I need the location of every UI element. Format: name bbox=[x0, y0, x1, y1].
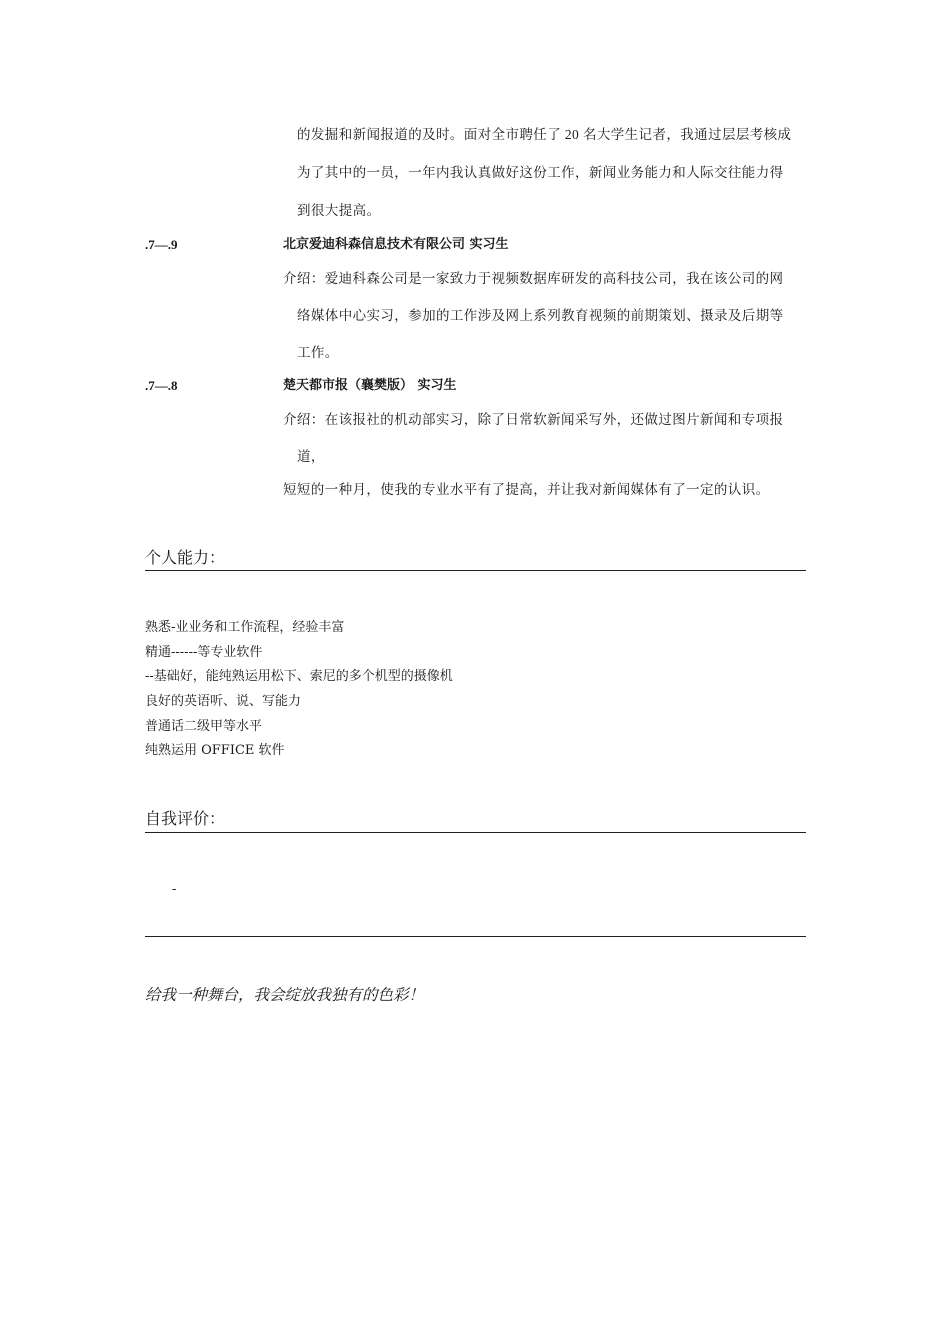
section-divider bbox=[145, 832, 806, 833]
abilities-title: 个人能力： bbox=[145, 548, 226, 567]
experience-org: 北京爱迪科森信息技术有限公司 实习生 bbox=[283, 237, 509, 252]
experience-description-line: 工作。 bbox=[297, 345, 339, 360]
ability-item: 纯熟运用 OFFICE 软件 bbox=[145, 743, 285, 758]
self-evaluation-title: 自我评价： bbox=[145, 809, 226, 828]
experience-continuation-line: 为了其中的一员，一年内我认真做好这份工作，新闻业务能力和人际交往能力得 bbox=[297, 165, 784, 180]
experience-org: 楚天都市报（襄樊版） 实习生 bbox=[283, 378, 457, 393]
ability-item: 熟悉-业业务和工作流程，经验丰富 bbox=[145, 620, 345, 635]
motto: 给我一种舞台，我会绽放我独有的色彩！ bbox=[145, 986, 425, 1004]
experience-description-line: 短短的一种月，使我的专业水平有了提高，并让我对新闻媒体有了一定的认识。 bbox=[283, 482, 770, 497]
ability-item: 普通话二级甲等水平 bbox=[145, 719, 263, 734]
self-evaluation-content: - bbox=[172, 882, 177, 897]
experience-description-line: 络媒体中心实习，参加的工作涉及网上系列教育视频的前期策划、摄录及后期等 bbox=[297, 308, 784, 323]
experience-description-line: 介绍：爱迪科森公司是一家致力于视频数据库研发的高科技公司，我在该公司的网 bbox=[283, 271, 784, 286]
ability-item: --基础好，能纯熟运用松下、索尼的多个机型的摄像机 bbox=[145, 669, 453, 684]
experience-continuation-line: 的发掘和新闻报道的及时。面对全市聘任了 20 名大学生记者，我通过层层考核成 bbox=[297, 127, 792, 142]
experience-date: .7—.8 bbox=[145, 378, 178, 393]
experience-continuation-line: 到很大提高。 bbox=[297, 203, 381, 218]
ability-item: 良好的英语听、说、写能力 bbox=[145, 694, 302, 709]
experience-description-line: 介绍：在该报社的机动部实习，除了日常软新闻采写外，还做过图片新闻和专项报 bbox=[283, 412, 784, 427]
section-divider bbox=[145, 936, 806, 937]
experience-date: .7—.9 bbox=[145, 237, 178, 252]
ability-item: 精通------等专业软件 bbox=[145, 645, 263, 660]
experience-description-line: 道， bbox=[297, 449, 325, 464]
section-divider bbox=[145, 570, 806, 571]
